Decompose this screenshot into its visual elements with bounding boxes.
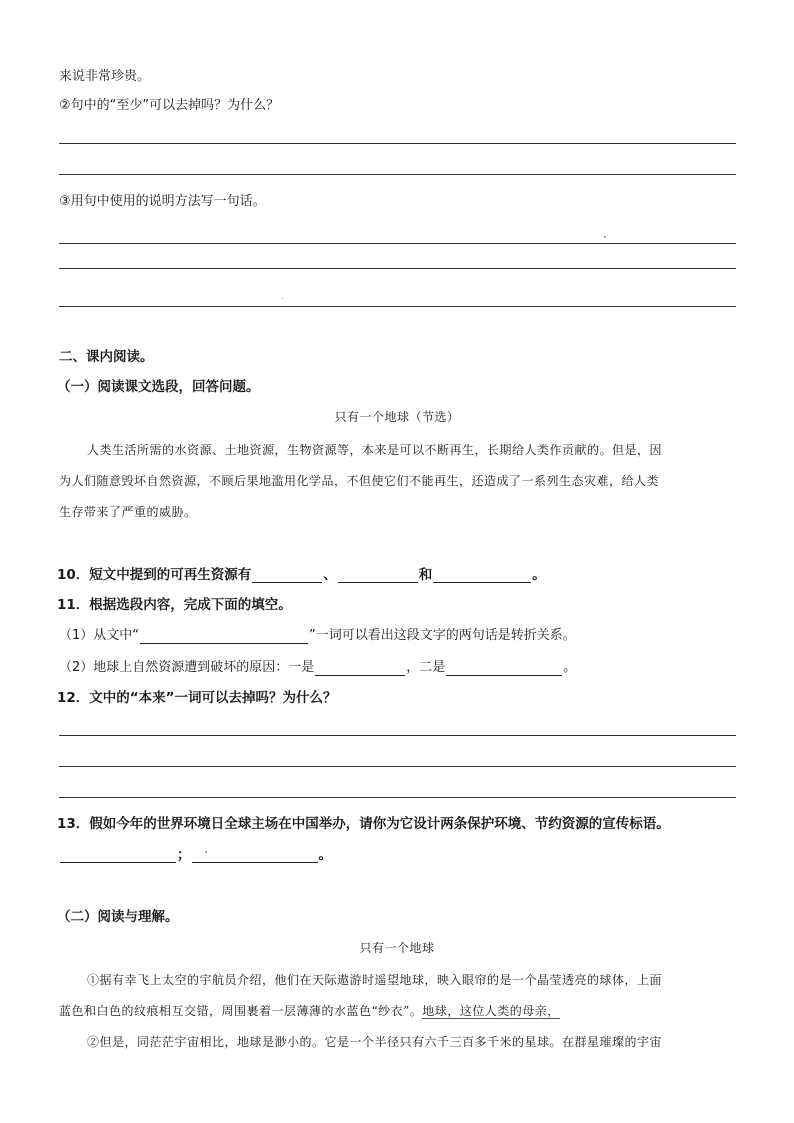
passage-title: 只有一个地球 — [359, 941, 435, 955]
sub2-mid: ，二是 — [406, 660, 446, 675]
question-2: ②句中的“至少”可以去掉吗？为什么？ — [59, 98, 280, 113]
question-3: ③用句中使用的说明方法写一句话。 — [59, 194, 266, 209]
passage-title: 只有一个地球（节选） — [334, 410, 460, 424]
answer-line[interactable] — [59, 306, 736, 307]
fill-blank[interactable] — [140, 630, 308, 644]
ink-dot — [604, 236, 606, 238]
separator: 和 — [418, 567, 433, 583]
question-11-sub1 — [59, 628, 576, 644]
passage-line: 人类生活所需的水资源、土地资源，生物资源等，本来是可以不断再生，长期给人类作贡献的。但是，因 — [87, 443, 663, 457]
fill-blank[interactable] — [252, 569, 322, 583]
sub1-suffix: ”一词可以看出这段文字的两句话是转折关系。 — [309, 628, 576, 643]
question-13-answer — [59, 847, 332, 863]
question-10 — [57, 567, 546, 583]
answer-line[interactable] — [59, 143, 736, 144]
passage-line: ①据有幸飞上太空的宇航员介绍，他们在天际遨游时遥望地球，映入眼帘的是一个晶莹透亮的球体，上面 — [87, 973, 663, 987]
answer-line[interactable] — [59, 268, 736, 269]
fill-blank[interactable] — [446, 662, 562, 676]
text-line: 来说非常珍贵。 — [59, 69, 151, 84]
sub2-end: 。 — [563, 660, 577, 675]
passage-line: 为人们随意毁坏自然资源，不顾后果地滥用化学品，不但使它们不能再生，还造成了一系列生态灾难，给人类 — [59, 474, 660, 488]
question-12: 12．文中的“本来”一词可以去掉吗？为什么？ — [57, 690, 337, 706]
separator: 、 — [323, 567, 337, 583]
fill-blank[interactable] — [60, 849, 176, 863]
section-heading: 二、课内阅读。 — [59, 349, 154, 365]
passage-line: ②但是，同茫茫宇宙相比，地球是渺小的。它是一个半径只有六千三百多千米的星球。在群星璀璨的宇宙 — [87, 1035, 663, 1049]
passage-line: 生存带来了严重的威胁。 — [59, 505, 197, 519]
fill-blank[interactable] — [338, 569, 418, 583]
question-13: 13．假如今年的世界环境日全球主场在中国举办，请你为它设计两条保护环境、节约资源的宣传标语。 — [57, 816, 670, 832]
answer-line[interactable] — [59, 243, 736, 244]
ink-dot — [205, 851, 207, 853]
fill-blank[interactable] — [315, 662, 405, 676]
sub1-prefix: （1）从文中“ — [59, 628, 140, 643]
passage-line — [59, 1003, 560, 1019]
underlined-text: 地球，这位人类的母亲， — [422, 1004, 560, 1018]
question-10-prefix: 10．短文中提到的可再生资源有 — [57, 567, 252, 583]
answer-line[interactable] — [59, 797, 736, 798]
ink-dot — [282, 298, 283, 299]
sub2-prefix: （2）地球上自然资源遭到破坏的原因：一是 — [59, 660, 315, 675]
fill-blank[interactable] — [433, 569, 531, 583]
part-heading: （一）阅读课文选段，回答问题。 — [57, 379, 260, 395]
answer-line[interactable] — [59, 174, 736, 175]
passage-text: 蓝色和白色的纹痕相互交错，周围裹着一层薄薄的水蓝色“纱衣”。 — [59, 1004, 423, 1018]
separator: ； — [177, 847, 191, 863]
part-heading: （二）阅读与理解。 — [57, 909, 179, 925]
question-11: 11．根据选段内容，完成下面的填空。 — [57, 597, 292, 613]
end-mark: 。 — [532, 567, 546, 583]
answer-line[interactable] — [59, 766, 736, 767]
answer-line[interactable] — [59, 735, 736, 736]
end-mark: 。 — [318, 847, 332, 863]
question-11-sub2 — [59, 660, 576, 676]
fill-blank[interactable] — [192, 849, 318, 863]
